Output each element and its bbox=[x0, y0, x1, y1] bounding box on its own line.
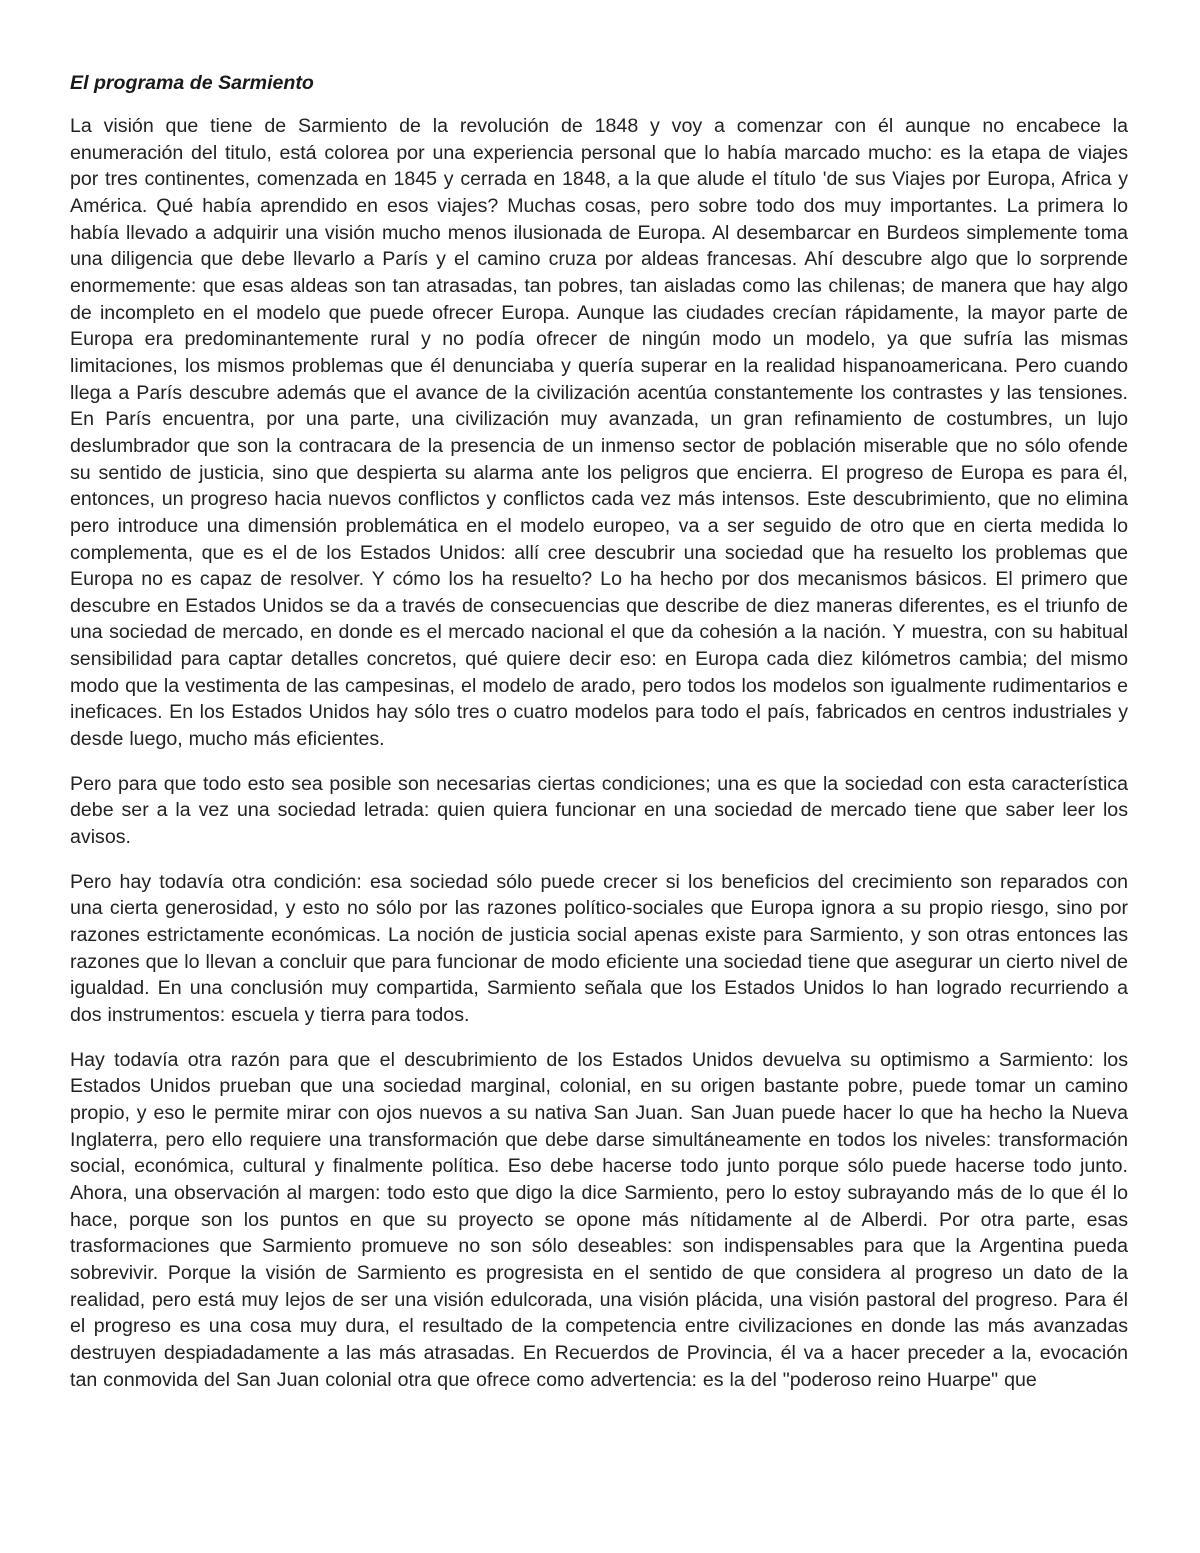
paragraph-2: Pero para que todo esto sea posible son necesarias ciertas condiciones; una es que la sociedad con esta característica debe ser a la vez una sociedad letrada: quien quiera funcionar en una sociedad de mercado tiene que saber leer los avisos. bbox=[70, 772, 1128, 849]
paragraph-4: Hay todavía otra razón para que el descubrimiento de los Estados Unidos devuelva su optimismo a Sarmiento: los Estados Unidos prueban que una sociedad marginal, colonial, en su origen bastante pobre, puede tomar un camino propio, y eso le permite mirar con ojos nuevos a su nativa San Juan. San Juan puede hacer lo que ha hecho la Nueva Inglaterra, pero ello requiere una transformación que debe darse simultáneamente en todos los niveles: transformación social, económica, cultural y finalmente política. Eso debe hacerse todo junto porque sólo puede hacerse todo junto. Ahora, una observación al margen: todo esto que digo la dice Sarmiento, pero lo estoy subrayando más de lo que él lo hace, porque son los puntos en que su proyecto se opone más nítidamente al de Alberdi. Por otra parte, esas trasformaciones que Sarmiento promueve no son sólo deseables: son indispensables para que la Argentina pueda sobrevivir. Porque la visión de Sarmiento es progresista en el sentido de que considera al progreso un dato de la realidad, pero está muy lejos de ser una visión edulcorada, una visión plácida, una visión pastoral del progreso. Para él el progreso es una cosa muy dura, el resultado de la competencia entre civilizaciones en donde las más avanzadas destruyen despiadadamente a las más atrasadas. En Recuerdos de Provincia, él va a hacer preceder a la, evocación tan conmovida del San Juan colonial otra que ofrece como advertencia: es la del "poderoso reino Huarpe" que bbox=[70, 1048, 1128, 1391]
paragraph-1: La visión que tiene de Sarmiento de la revolución de 1848 y voy a comenzar con él aunque no encabece la enumeración del titulo, está colorea por una experiencia personal que lo había marcado mucho: es la etapa de viajes por tres continentes, comenzada en 1845 y cerrada en 1848, a la que alude el título 'de sus Viajes por Europa, Africa y América. Qué había aprendido en esos viajes? Muchas cosas, pero sobre todo dos muy importantes. La primera lo había llevado a adquirir una visión mucho menos ilusionada de Europa. Al desembarcar en Burdeos simplemente toma una diligencia que debe llevarlo a París y el camino cruza por aldeas francesas. Ahí descubre algo que lo sorprende enormemente: que esas aldeas son tan atrasadas, tan pobres, tan aisladas como las chilenas; de manera que hay algo de incompleto en el modelo que puede ofrecer Europa. Aunque las ciudades crecían rápidamente, la mayor parte de Europa era predominantemente rural y no podía ofrecer de ningún modo un modelo, ya que sufría las mismas limitaciones, los mismos problemas que él denunciaba y quería superar en la realidad hispanoamericana. Pero cuando llega a París descubre además que el avance de la civilización acentúa constantemente los contrastes y las tensiones. En París encuentra, por una parte, una civilización muy avanzada, un gran refinamiento de costumbres, un lujo deslumbrador que son la contracara de la presencia de un inmenso sector de población miserable que no sólo ofende su sentido de justicia, sino que despierta su alarma ante los peligros que encierra. El progreso de Europa es para él, entonces, un progreso hacia nuevos conflictos y conflictos cada vez más intensos. Este descubrimiento, que no elimina pero introduce una dimensión problemática en el modelo europeo, va a ser seguido de otro que en cierta medida lo complementa, que es el de los Estados Unidos: allí cree descubrir una sociedad que ha resuelto los problemas que Europa no es capaz de resolver. Y cómo los ha resuelto? Lo ha hecho por dos mecanismos básicos. El primero que descubre en Estados Unidos se da a través de consecuencias que describe de diez maneras diferentes, es el triunfo de una sociedad de mercado, en donde es el mercado nacional el que da cohesión a la nación. Y muestra, con su habitual sensibilidad para captar detalles concretos, qué quiere decir eso: en Europa cada diez kilómetros cambia; del mismo modo que la vestimenta de las campesinas, el modelo de arado, pero todos los modelos son igualmente rudimentarios e ineficaces. En los Estados Unidos hay sólo tres o cuatro modelos para todo el país, fabricados en centros industriales y desde luego, mucho más eficientes. bbox=[70, 115, 1128, 751]
paragraph-3: Pero hay todavía otra condición: esa sociedad sólo puede crecer si los beneficios del crecimiento son reparados con una cierta generosidad, y esto no sólo por las razones político-sociales que Europa ignora a su propio riesgo, sino por razones estrictamente económicas. La noción de justicia social apenas existe para Sarmiento, y son otras entonces las razones que lo llevan a concluir que para funcionar de modo eficiente una sociedad tiene que asegurar un cierto nivel de igualdad. En una conclusión muy compartida, Sarmiento señala que los Estados Unidos lo han logrado recurriendo a dos instrumentos: escuela y tierra para todos. bbox=[70, 870, 1128, 1026]
document-page bbox=[70, 70, 1128, 1411]
document-title: El programa de Sarmiento bbox=[70, 72, 314, 94]
